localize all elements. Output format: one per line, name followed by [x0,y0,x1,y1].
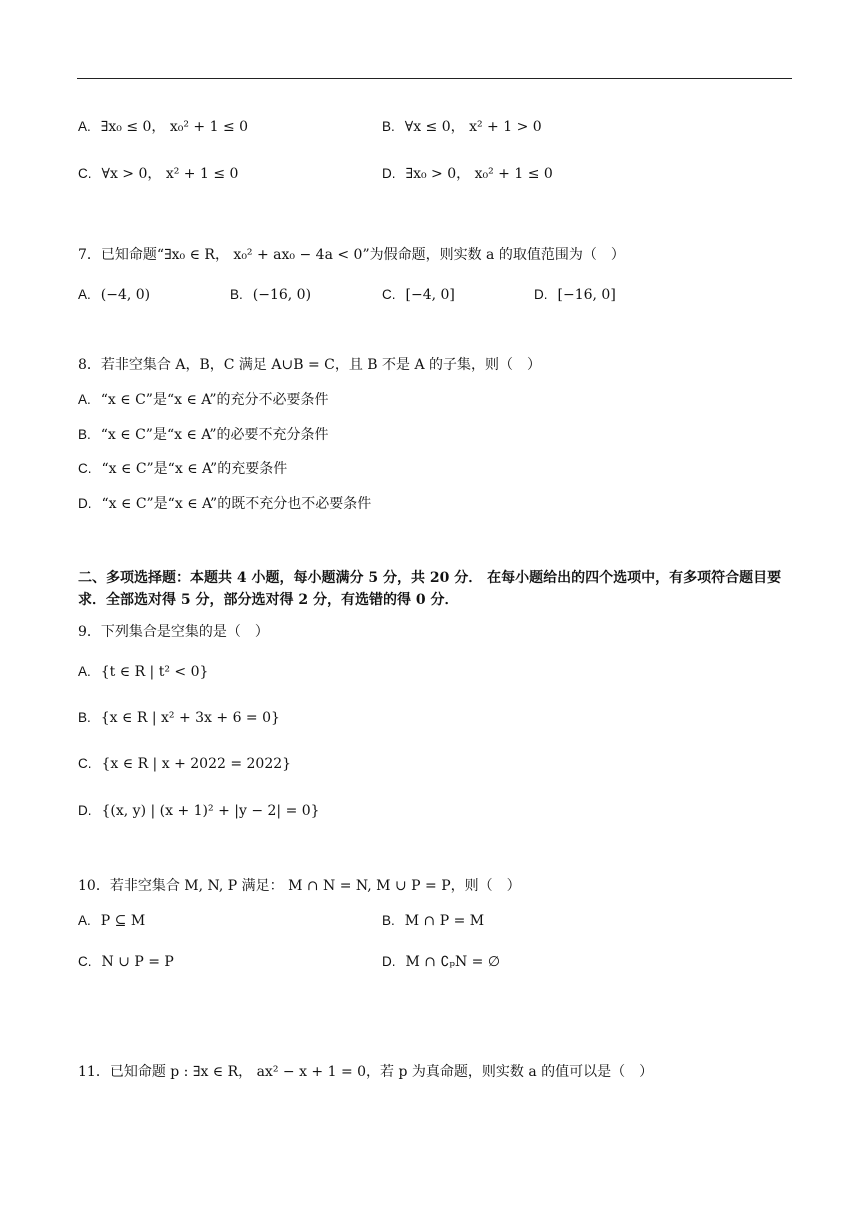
q9-option-a[interactable]: A. {t ∈ R | t² < 0} [78,664,209,680]
q9-option-b[interactable]: B. {x ∈ R | x² + 3x + 6 = 0} [78,710,280,726]
q6-option-c-text: ∀x > 0， x² + 1 ≤ 0 [101,166,239,182]
q6-option-a[interactable]: A. ∃x₀ ≤ 0， x₀² + 1 ≤ 0 [78,119,249,135]
q7-option-d[interactable]: D. [−16, 0] [534,287,616,303]
q9-option-d[interactable]: D. {(x, y) | (x + 1)² + |y − 2| = 0} [78,803,320,819]
q6-option-d-text: ∃x₀ > 0， x₀² + 1 ≤ 0 [405,166,553,182]
q6-option-d[interactable]: D. ∃x₀ > 0， x₀² + 1 ≤ 0 [382,166,553,182]
q7-option-c[interactable]: C. [−4, 0] [382,287,455,303]
q8-option-d[interactable]: D. “x ∈ C”是“x ∈ A”的既不充分也不必要条件 [78,496,372,512]
q7-stem: 7．已知命题“∃x₀ ∈ R， x₀² + ax₀ − 4a < 0”为假命题，则实数 a 的取值范围为（ ） [78,247,625,263]
q6-option-a-text: ∃x₀ ≤ 0， x₀² + 1 ≤ 0 [100,119,249,135]
q10-stem: 10．若非空集合 M, N, P 满足： M ∩ N = N, M ∪ P = P，则（ ） [78,878,521,894]
q10-option-a[interactable]: A. P ⊆ M [78,913,146,929]
q6-option-b-text: ∀x ≤ 0， x² + 1 > 0 [404,119,542,135]
q9-option-c[interactable]: C. {x ∈ R | x + 2022 = 2022} [78,756,292,772]
q9-stem: 9．下列集合是空集的是（ ） [78,624,269,640]
q6-option-c[interactable]: C. ∀x > 0， x² + 1 ≤ 0 [78,166,239,182]
q8-option-a[interactable]: A. “x ∈ C”是“x ∈ A”的充分不必要条件 [78,392,329,408]
q10-option-c[interactable]: C. N ∪ P = P [78,954,174,970]
q10-option-b[interactable]: B. M ∩ P = M [382,913,485,929]
q10-option-d[interactable]: D. M ∩ ∁ₚN = ∅ [382,954,501,970]
q7-option-b[interactable]: B. (−16, 0) [230,287,312,303]
q8-option-c[interactable]: C. “x ∈ C”是“x ∈ A”的充要条件 [78,461,288,477]
section2-heading: 二、多项选择题：本题共 4 小题，每小题满分 5 分，共 20 分． 在每小题给出的四个选项中，有多项符合题目要求．全部选对得 5 分，部分选对得 2 分，有选错的得 0 分． [78,570,782,608]
q8-option-b[interactable]: B. “x ∈ C”是“x ∈ A”的必要不充分条件 [78,427,329,443]
q6-option-b[interactable]: B. ∀x ≤ 0， x² + 1 > 0 [382,119,542,135]
header-rule [77,78,792,79]
q7-option-a[interactable]: A. (−4, 0) [78,287,151,303]
q11-stem: 11．已知命题 p : ∃x ∈ R， ax² − x + 1 = 0，若 p 为真命题，则实数 a 的值可以是（ ） [78,1064,654,1080]
q8-stem: 8．若非空集合 A，B，C 满足 A∪B = C，且 B 不是 A 的子集，则（ ） [78,357,542,373]
